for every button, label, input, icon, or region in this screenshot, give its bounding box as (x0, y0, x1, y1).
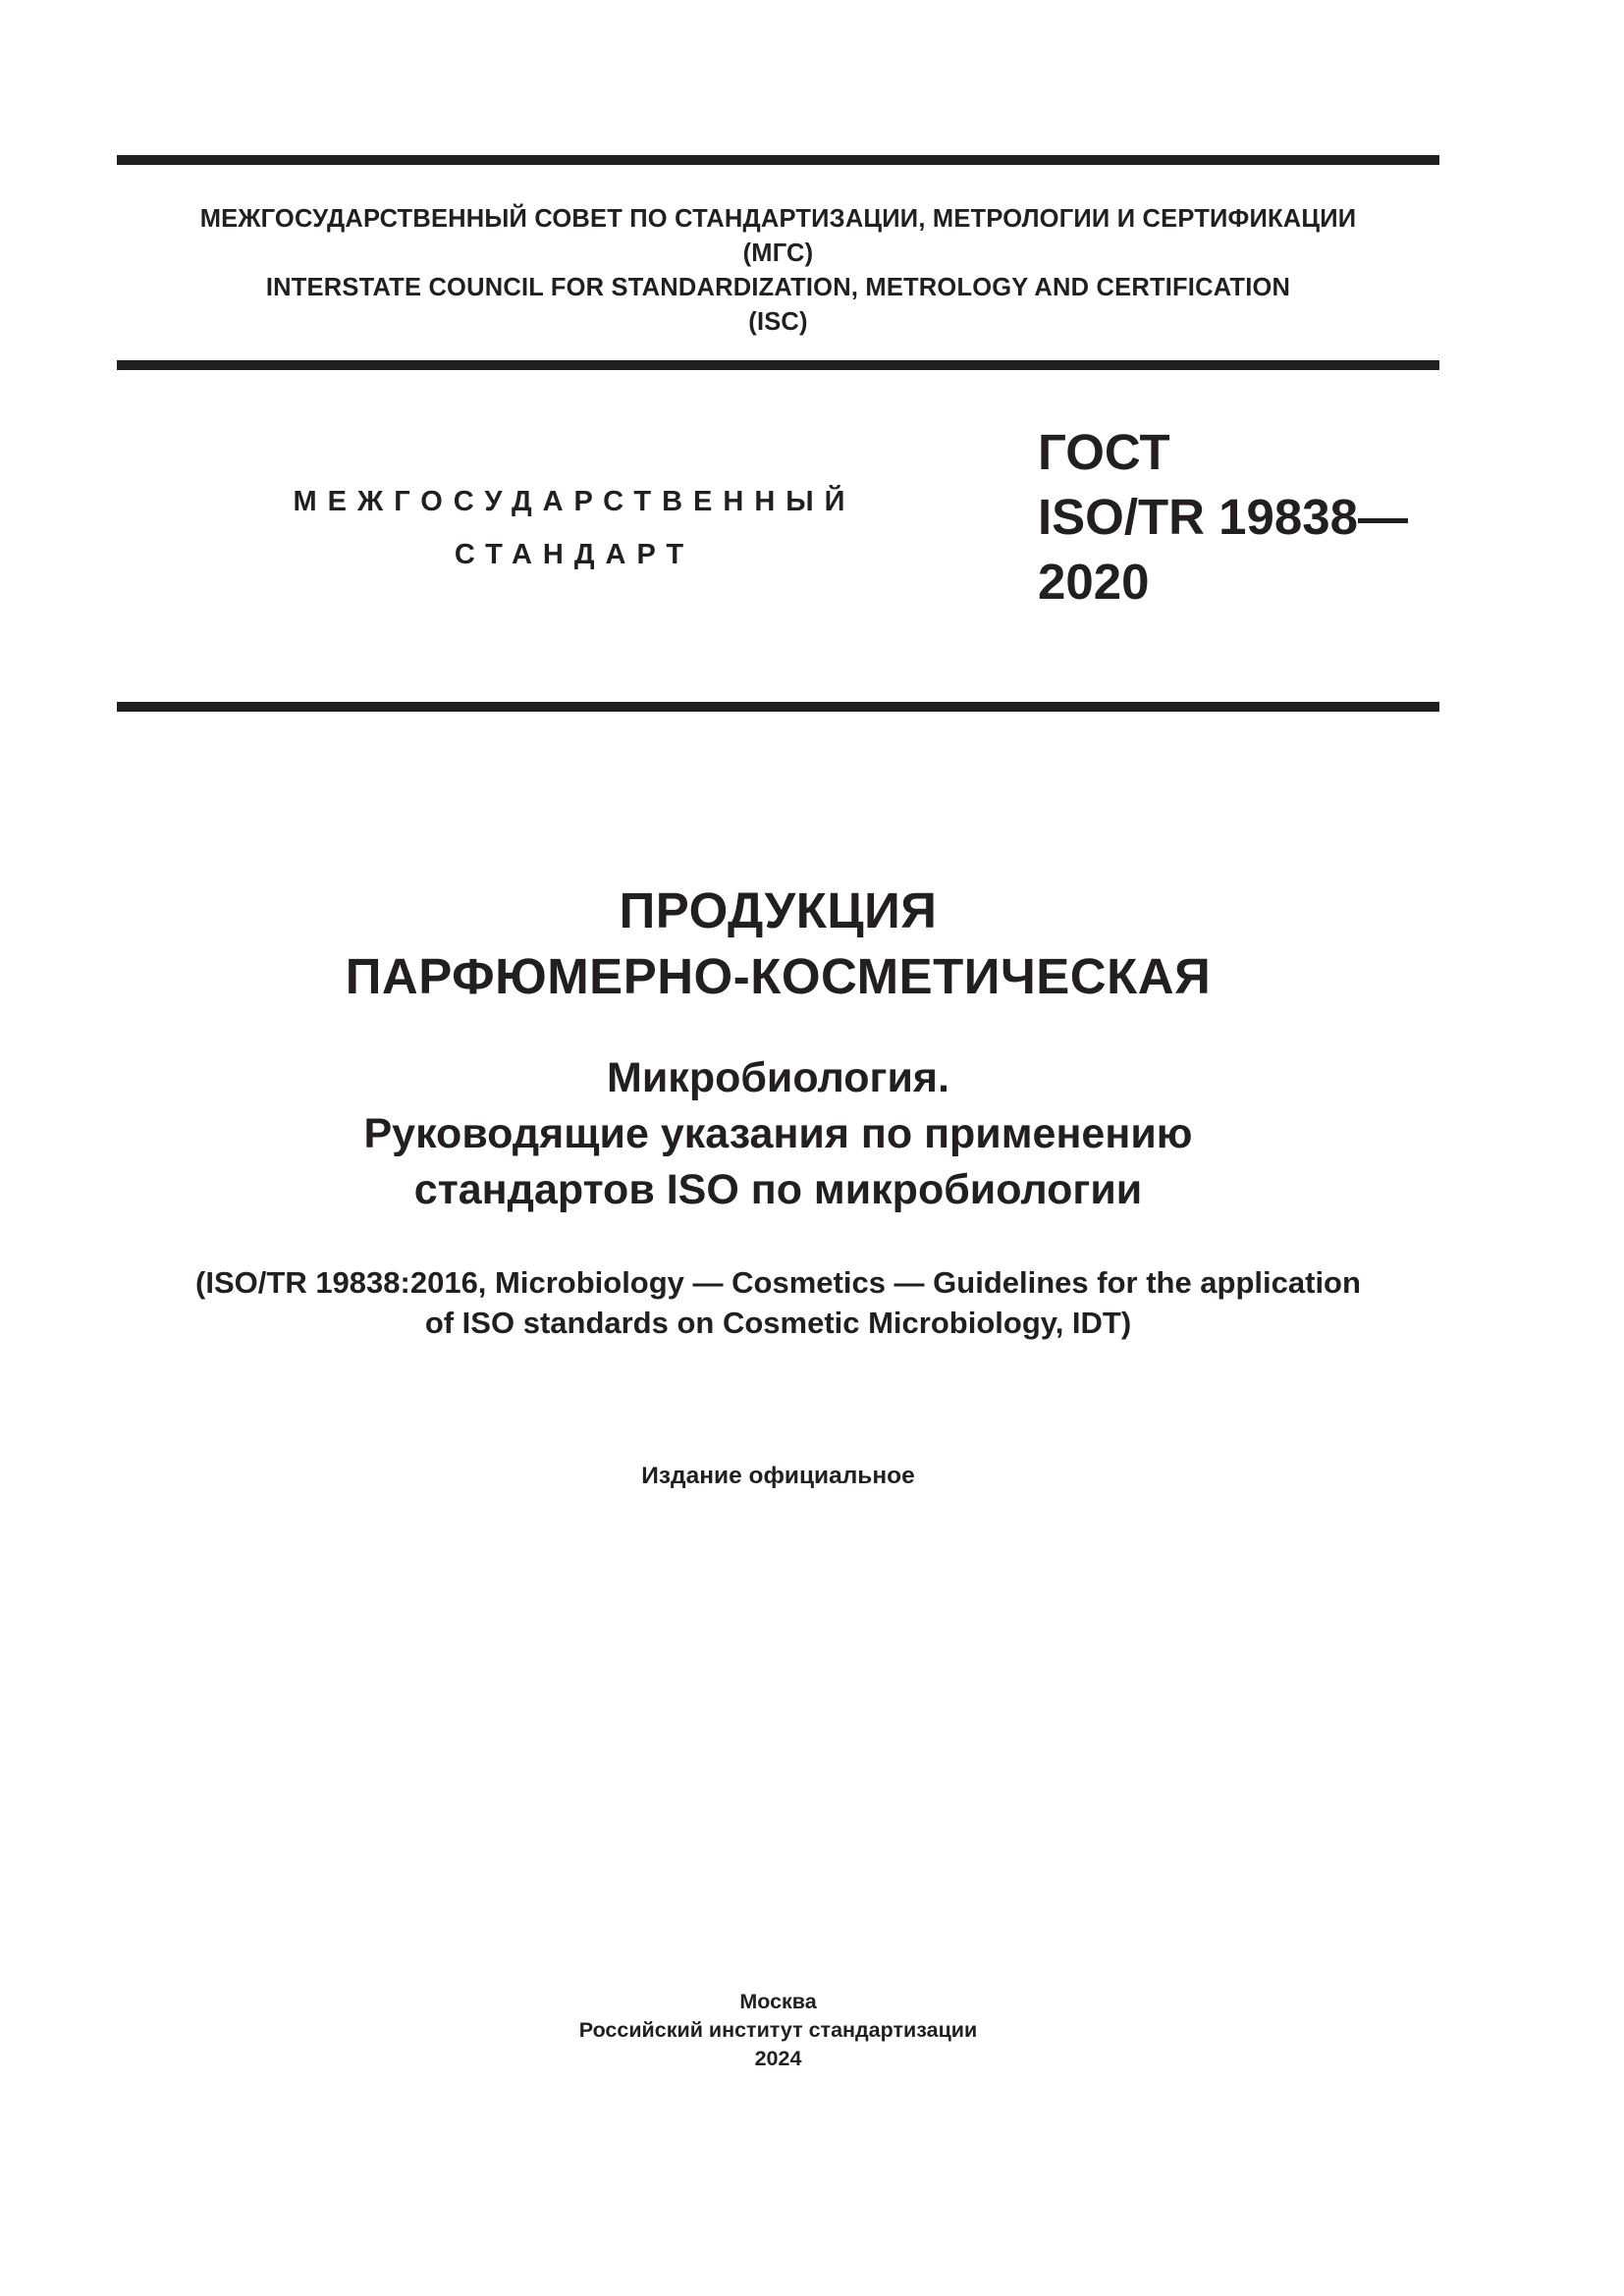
standard-label-line2: СТАНДАРТ (454, 539, 695, 570)
council-name-en: INTERSTATE COUNCIL FOR STANDARDIZATION, METROLOGY AND CERTIFICATION (265, 274, 1291, 301)
council-abbr-en: (ISC) (748, 308, 808, 336)
council-abbr-ru: (МГС) (742, 240, 814, 267)
designation-line3: 2020 (1038, 554, 1150, 610)
subtitle-line2: Руководящие указания по применению (363, 1110, 1193, 1157)
iso-reference (117, 1262, 1439, 1343)
document-subtitle (117, 1050, 1439, 1218)
title-line2: ПАРФЮМЕРНО-КОСМЕТИЧЕСКАЯ (345, 948, 1212, 1004)
imprint-year: 2024 (754, 2047, 802, 2070)
edition-note: Издание официальное (641, 1463, 915, 1489)
council-header (117, 202, 1439, 340)
imprint-publisher: Российский институт стандартизации (578, 2018, 978, 2042)
imprint-city: Москва (739, 1990, 817, 2013)
designation-line2: ISO/TR 19838— (1038, 489, 1408, 545)
publication-imprint (117, 1988, 1439, 2073)
council-name-ru: МЕЖГОСУДАРСТВЕННЫЙ СОВЕТ ПО СТАНДАРТИЗАЦИИ, МЕТРОЛОГИИ И СЕРТИФИКАЦИИ (199, 205, 1357, 233)
standard-type-label (245, 475, 903, 581)
title-line1: ПРОДУКЦИЯ (619, 882, 938, 938)
middle-rule (117, 360, 1439, 370)
subtitle-line1: Микробиология. (607, 1054, 949, 1101)
top-rule (117, 155, 1439, 165)
subtitle-line3: стандартов ISO по микробиологии (413, 1166, 1143, 1213)
iso-reference-line2: of ISO standards on Cosmetic Microbiology, IDT) (424, 1306, 1132, 1340)
bottom-rule (117, 702, 1439, 712)
standard-designation (1038, 420, 1408, 614)
standard-label-line1: МЕЖГОСУДАРСТВЕННЫЙ (293, 486, 856, 517)
iso-reference-line1: (ISO/TR 19838:2016, Microbiology — Cosmetics — Guidelines for the application (195, 1265, 1361, 1300)
document-title (117, 878, 1439, 1009)
designation-line1: ГОСТ (1038, 424, 1170, 480)
